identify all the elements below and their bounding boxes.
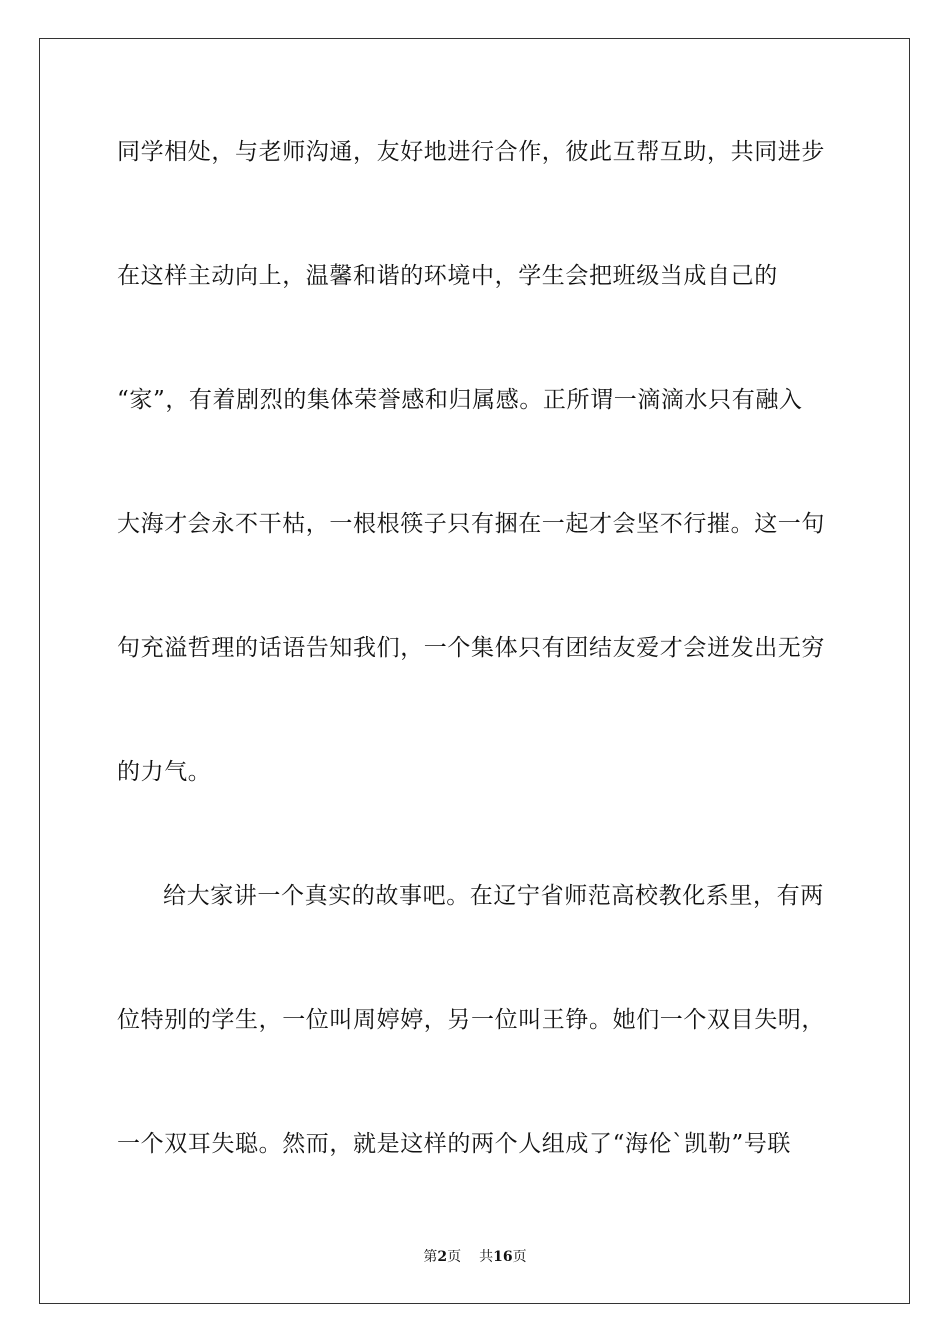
body-text-line-6: 的力气。 [117,759,212,785]
body-text-line-3: “家”，有着剧烈的集体荣誉感和归属感。正所谓一滴滴水只有融入 [117,387,803,413]
body-text-line-4: 大海才会永不干枯，一根根筷子只有捆在一起才会坚不行摧。这一句 [117,511,825,537]
body-text-line-2: 在这样主动向上，温馨和谐的环境中，学生会把班级当成自己的 [117,263,778,289]
body-text-line-9: 一个双耳失聪。然而，就是这样的两个人组成了“海伦`凯勒”号联 [117,1131,792,1157]
body-text-line-7: 给大家讲一个真实的故事吧。在辽宁省师范高校教化系里，有两 [163,883,824,909]
total-pages: 16 [493,1249,513,1265]
page-border [39,38,910,1304]
body-text-line-1: 同学相处，与老师沟通，友好地进行合作，彼此互帮互助，共同进步 [117,139,825,165]
total-prefix: 共 [479,1249,494,1265]
total-suffix: 页 [512,1249,527,1265]
page-number: 2 [437,1249,448,1265]
body-text-line-8: 位特别的学生，一位叫周婷婷，另一位叫王铮。她们一个双目失明， [117,1007,825,1033]
page-prefix: 第 [423,1249,438,1265]
page-suffix: 页 [447,1249,462,1265]
page-footer [0,1248,950,1266]
body-text-line-5: 句充溢哲理的话语告知我们，一个集体只有团结友爱才会迸发出无穷 [117,635,825,661]
